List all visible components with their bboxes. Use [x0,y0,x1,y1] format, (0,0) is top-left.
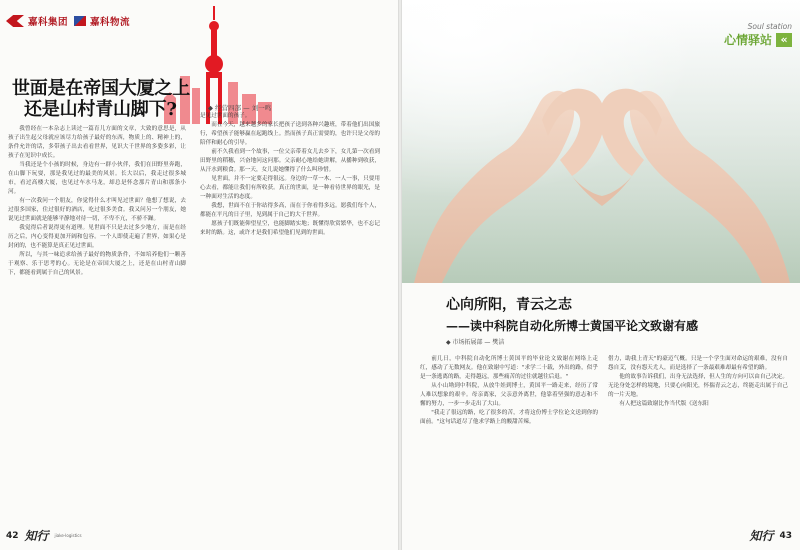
page-number-left: 42 [6,530,19,541]
brand-left-text: 嘉科集团 [28,17,69,28]
paragraph: 当我还是个小孩的时候，身边有一群小伙伴，我们在田野里奔跑，在山脚下玩耍，那是我见过的最美的风景。长大以后，我走过很多城市，看过高楼大厦，也见过车水马龙，却总是怀念那片青山和那条小河。 [8,162,186,195]
right-article-title-block [446,294,698,334]
paragraph: 见世面，并不一定要走得很远。身边的一草一木、一人一事，只要用心去看，都能让我们有所收获。真正的世面，是一种看待世界的眼光，是一种面对生活的态度。 [200,176,380,200]
brand-right-text: 嘉科物流 [90,17,131,28]
paragraph: "我走了很远的路，吃了很多的苦，才将这份博士学位论文送到你的面前。"这句话道尽了他求学路上的酸甜苦辣。 [420,410,598,425]
paragraph: 我想，世面不在于你站得多高，而在于你看得多远。愿我们每个人，都能在平凡的日子里，见到属于自己的大千世界。 [200,203,380,218]
paragraph: 而在今天，越来越多的家长把孩子送到各种兴趣班，带着他们出国旅行，希望孩子能够赢在起跑线上。然而孩子真正需要的，也许只是父母的陪伴和耐心的引导。 [200,122,380,146]
right-column-2 [608,355,788,527]
left-folio [6,527,82,544]
magazine-logo-right: 知行 [749,529,774,543]
magazine-domain: jiake-logistics [54,533,82,538]
paragraph: 他的故事告诉我们，出身无法选择，但人生的方向可以由自己决定。无论身处怎样的境地，只要心向阳光，怀揣青云之志，终能走出属于自己的一片天地。 [608,374,788,398]
left-column-2 [200,112,380,492]
paragraph: 我觉得后者说得更有道理。见世面不只是去过多少地方，而是在经历之后，内心变得更加开阔和包容。一个人即使走遍了世界，如果心是封闭的，也不能算是真正见过世面。 [8,225,186,249]
right-article-title: 心向所阳，青云之志 [446,297,572,313]
left-page [0,0,398,550]
chevron-left-icon: « [776,33,792,47]
article-byline: ◆ 经营四部 — 刘一鸣 [208,104,272,112]
group-logo-icon [6,15,24,27]
right-article-byline: ◆ 市场拓展部 — 樊洁 [446,339,505,346]
paragraph: 是见过世面的孩子。 [200,113,251,119]
right-folio [749,527,792,544]
article-title-line2: 还是山村青山脚下? [24,99,177,120]
right-page [402,0,800,550]
magazine-logo: 知行 [24,529,49,543]
article-title-block [12,78,190,120]
paragraph: 我曾经在一本杂志上读过一篇育儿方面的文章，大致的意思是，从孩子出生起父母就应该尽力给孩子最好的东西，物质上的、精神上的，条件允许的话，多带孩子出去看看世界，见识大千世界的多姿多彩，让孩子在见识中成长。 [8,126,186,159]
paragraph: 愿孩子们既能仰望星空，也能脚踏实地；既懂得欣赏繁华，也不忘记来时的路。这，或许才是我们希望他们见到的世面。 [200,221,380,236]
section-tag [724,22,792,48]
page-number-right: 43 [779,530,792,541]
paragraph: 借力，助我上青天"的豪迈气概。只是一个学生面对命运的艰难，没有自怨自艾，没有怨天尤人，而是选择了一条最艰难却最有希望的路。 [608,356,788,371]
logistics-logo-icon [74,16,86,26]
paragraph: 前不久我看到一个故事，一位父亲带着女儿去乡下，女儿第一次看到田野里的稻穗，兴奋地问这问那。父亲耐心地给她讲解，从播种到收获，从汗水到粮食。那一天，女儿说她懂得了什么叫珍惜。 [200,149,380,173]
paragraph: 有人把这篇致谢比作当代版《送东阳 [619,401,709,407]
paragraph: 有一次我问一个朋友，你觉得什么才叫见过世面？他想了想说，去过很多国家，住过很好的酒店，吃过很多美食。我又问另一个朋友，她说见过世面就是能够平静地对待一切，不卑不亢，不骄不躁。 [8,198,186,222]
paragraph: 所以，与其一味追求给孩子最好的物质条件，不如培养他们一颗善于观察、乐于思考的心。无论是在帝国大厦之上，还是在山村青山脚下，都能看到属于自己的风景。 [8,252,186,276]
brand-header [6,14,130,28]
right-article-subtitle: ——读中科院自动化所博士黄国平论文致谢有感 [446,319,699,333]
left-column-1 [8,125,186,527]
section-english: Soul station [747,22,792,31]
paragraph: 前几日，中科院自动化所博士黄国平的毕业论文致谢在网络上走红，感动了无数网友。他在致谢中写道："求学二十载，外出的路，似乎是一条逃离的路，走得越远，那些痛苦的过往就越往后退。" [420,356,598,380]
section-chinese: 心情驿站 [723,33,772,47]
right-column-1 [420,355,598,527]
article-title-line1: 世面是在帝国大厦之上 [12,78,190,99]
paragraph: 从小山坳到中科院，从放牛娃到博士，黄国平一路走来，经历了常人难以想象的艰辛。母亲离家，父亲意外离世，他靠着坚强的意志和不懈的努力，一步一步走出了大山。 [420,383,598,407]
